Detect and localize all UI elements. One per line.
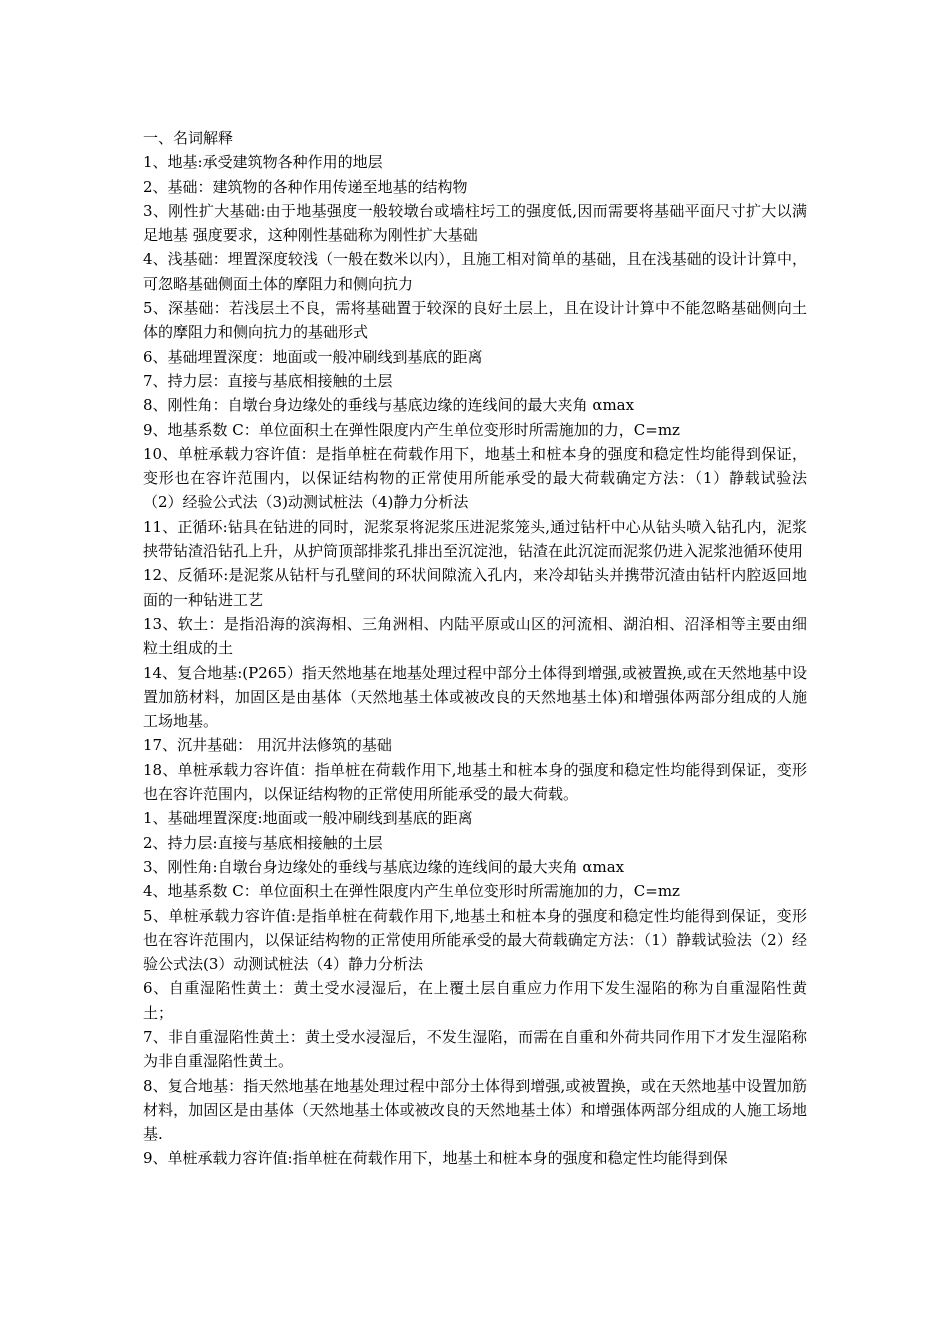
definition-item: 1、基础埋置深度:地面或一般冲刷线到基底的距离: [143, 809, 473, 828]
definition-item: 6、自重湿陷性黄土：黄土受水浸湿后，在上覆土层自重应力作用下发生湿陷的称为自重湿陷性黄土；: [143, 979, 807, 1022]
definition-item: 6、基础埋置深度：地面或一般冲刷线到基底的距离: [143, 347, 483, 366]
definition-item: 8、复合地基：指天然地基在地基处理过程中部分土体得到增强,或被置换，或在天然地基中设置加筋材料，加固区是由基体（天然地基土体或被改良的天然地基土体）和增强体两部分组成的人施工场地基.: [143, 1076, 807, 1144]
document-body: [143, 126, 807, 1171]
definition-item: 2、基础：建筑物的各种作用传递至地基的结构物: [143, 177, 468, 196]
definition-item: 2、持力层:直接与基底相接触的土层: [143, 833, 383, 852]
definition-item: 5、深基础：若浅层土不良，需将基础置于较深的良好土层上，且在设计计算中不能忽略基础侧向土体的摩阻力和侧向抗力的基础形式: [143, 299, 807, 342]
definition-item: 4、浅基础：埋置深度较浅（一般在数米以内），且施工相对简单的基础，且在浅基础的设计计算中，可忽略基础侧面土体的摩阻力和侧向抗力: [143, 250, 807, 293]
definition-item: 13、软土：是指沿海的滨海相、三角洲相、内陆平原或山区的河流相、湖泊相、沼泽相等主要由细粒土组成的土: [143, 614, 807, 658]
definition-item: 4、地基系数 C：单位面积土在弹性限度内产生单位变形时所需施加的力，C=mz: [143, 882, 680, 901]
definition-item: 7、持力层：直接与基底相接触的土层: [143, 371, 393, 390]
section-heading: 一、名词解释: [143, 129, 234, 147]
definition-item: 18、单桩承载力容许值：指单桩在荷载作用下,地基土和桩本身的强度和稳定性均能得到保证，变形也在容许范围内，以保证结构物的正常使用所能承受的最大荷载。: [143, 760, 807, 804]
definition-item: 3、刚性扩大基础:由于地基强度一般较墩台或墙柱圬工的强度低,因而需要将基础平面尺寸扩大以满足地基 强度要求，这种刚性基础称为刚性扩大基础: [143, 201, 807, 245]
definition-item: 3、刚性角:自墩台身边缘处的垂线与基底边缘的连线间的最大夹角 αmax: [143, 857, 625, 876]
definition-item: 10、单桩承载力容许值：是指单桩在荷载作用下，地基土和桩本身的强度和稳定性均能得到保证，变形也在容许范围内，以保证结构物的正常使用所能承受的最大荷载确定方法：（1）静载试验法（2）经验公式法（3)动测试桩法（4)静力分析法: [143, 444, 807, 512]
definition-item: 7、非自重湿陷性黄土：黄土受水浸湿后，不发生湿陷，而需在自重和外荷共同作用下才发生湿陷称为非自重湿陷性黄土。: [143, 1027, 807, 1071]
definition-item: 14、复合地基:(P265）指天然地基在地基处理过程中部分土体得到增强,或被置换,或在天然地基中设置加筋材料，加固区是由基体（天然地基土体或被改良的天然地基土体)和增强体两部分组成的人施工场地基。: [143, 663, 807, 731]
definition-item: 9、地基系数 C：单位面积土在弹性限度内产生单位变形时所需施加的力，C=mz: [143, 420, 680, 439]
definition-item: 11、正循环:钻具在钻进的同时，泥浆泵将泥浆压进泥浆笼头,通过钻杆中心从钻头喷入钻孔内，泥浆挟带钻渣沿钻孔上升，从护筒顶部排浆孔排出至沉淀池，钻渣在此沉淀而泥浆仍进入泥浆池循环使用: [143, 517, 807, 561]
definition-item: 12、反循环:是泥浆从钻杆与孔壁间的环状间隙流入孔内，来冷却钻头并携带沉渣由钻杆内腔返回地面的一种钻进工艺: [143, 566, 807, 609]
definition-item: 5、单桩承载力容许值:是指单桩在荷载作用下,地基土和桩本身的强度和稳定性均能得到保证，变形也在容许范围内，以保证结构物的正常使用所能承受的最大荷载确定方法：（1）静载试验法（2）经验公式法(3）动测试桩法（4）静力分析法: [143, 906, 807, 974]
definition-item: 8、刚性角：自墩台身边缘处的垂线与基底边缘的连线间的最大夹角 αmax: [143, 396, 635, 415]
definition-item: 9、单桩承载力容许值:指单桩在荷载作用下，地基土和桩本身的强度和稳定性均能得到保: [143, 1149, 728, 1168]
definition-item: 1、地基:承受建筑物各种作用的地层: [143, 153, 383, 172]
definition-item: 17、沉井基础： 用沉井法修筑的基础: [143, 736, 392, 755]
